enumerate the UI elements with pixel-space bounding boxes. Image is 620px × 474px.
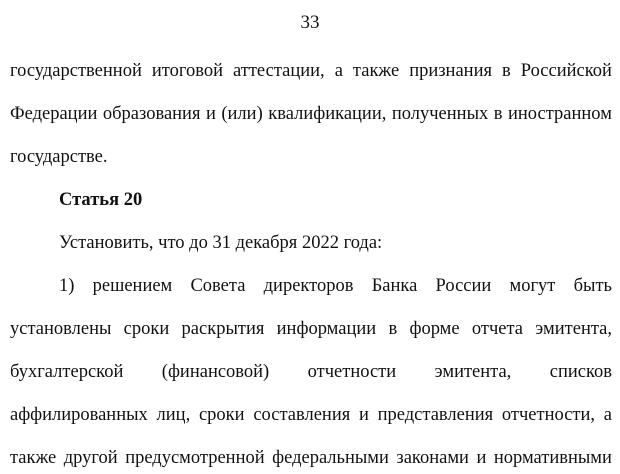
word: аттестации, <box>233 61 325 81</box>
word: составления <box>253 405 351 425</box>
word: отчета <box>471 319 523 339</box>
word: также <box>352 61 400 81</box>
word: могут <box>509 276 556 296</box>
word: предусмотренной <box>125 448 265 468</box>
list-item-line <box>10 447 612 469</box>
list-item-line <box>10 318 612 340</box>
word: быть <box>573 276 612 296</box>
article-heading: Статья 20 <box>59 190 143 210</box>
word: Банка <box>371 276 418 296</box>
word: нормативными <box>493 448 612 468</box>
word: эмитента, <box>434 362 512 382</box>
list-item-line <box>10 404 612 426</box>
word: отчетности, <box>501 405 596 425</box>
word: (финансовой) <box>161 362 270 382</box>
word: (или) <box>221 104 263 124</box>
word: информации <box>276 319 377 339</box>
word: представления <box>377 405 494 425</box>
word: 1) <box>59 276 75 296</box>
word: также <box>10 448 57 468</box>
word: а <box>603 405 612 425</box>
word: сроки <box>123 319 170 339</box>
word: а <box>334 61 343 81</box>
list-item-line <box>10 361 612 383</box>
word: отчетности <box>307 362 397 382</box>
list-item-line <box>59 275 612 297</box>
word: аффилированных <box>10 405 148 425</box>
word: федеральными <box>272 448 389 468</box>
word: эмитента, <box>535 319 612 339</box>
word: сроки <box>198 405 245 425</box>
word: Совета <box>190 276 246 296</box>
word: полученных <box>391 104 489 124</box>
paragraph-line: государстве. <box>10 147 108 167</box>
word: иностранном <box>508 104 612 124</box>
word: раскрытия <box>181 319 265 339</box>
word: в <box>388 319 398 339</box>
word: в <box>493 104 503 124</box>
word: лиц, <box>156 405 191 425</box>
paragraph-line <box>10 60 612 82</box>
word: признания <box>409 61 492 81</box>
word: законами <box>396 448 469 468</box>
word: квалификации, <box>268 104 387 124</box>
paragraph-line <box>10 103 612 125</box>
word: другой <box>63 448 118 468</box>
article-intro: Установить, что до 31 декабря 2022 года: <box>59 233 383 253</box>
word: директоров <box>263 276 354 296</box>
word: списков <box>549 362 612 382</box>
word: государственной <box>10 61 142 81</box>
word: и <box>358 405 369 425</box>
word: Федерации <box>10 104 98 124</box>
word: России <box>435 276 492 296</box>
word: решением <box>92 276 173 296</box>
word: образования <box>102 104 201 124</box>
word: и <box>476 448 487 468</box>
word: итоговой <box>151 61 224 81</box>
word: установлены <box>10 319 112 339</box>
word: и <box>205 104 216 124</box>
word: форме <box>409 319 460 339</box>
page-number: 33 <box>300 12 320 33</box>
word: Российской <box>520 61 612 81</box>
word: бухгалтерской <box>10 362 124 382</box>
word: в <box>502 61 511 81</box>
